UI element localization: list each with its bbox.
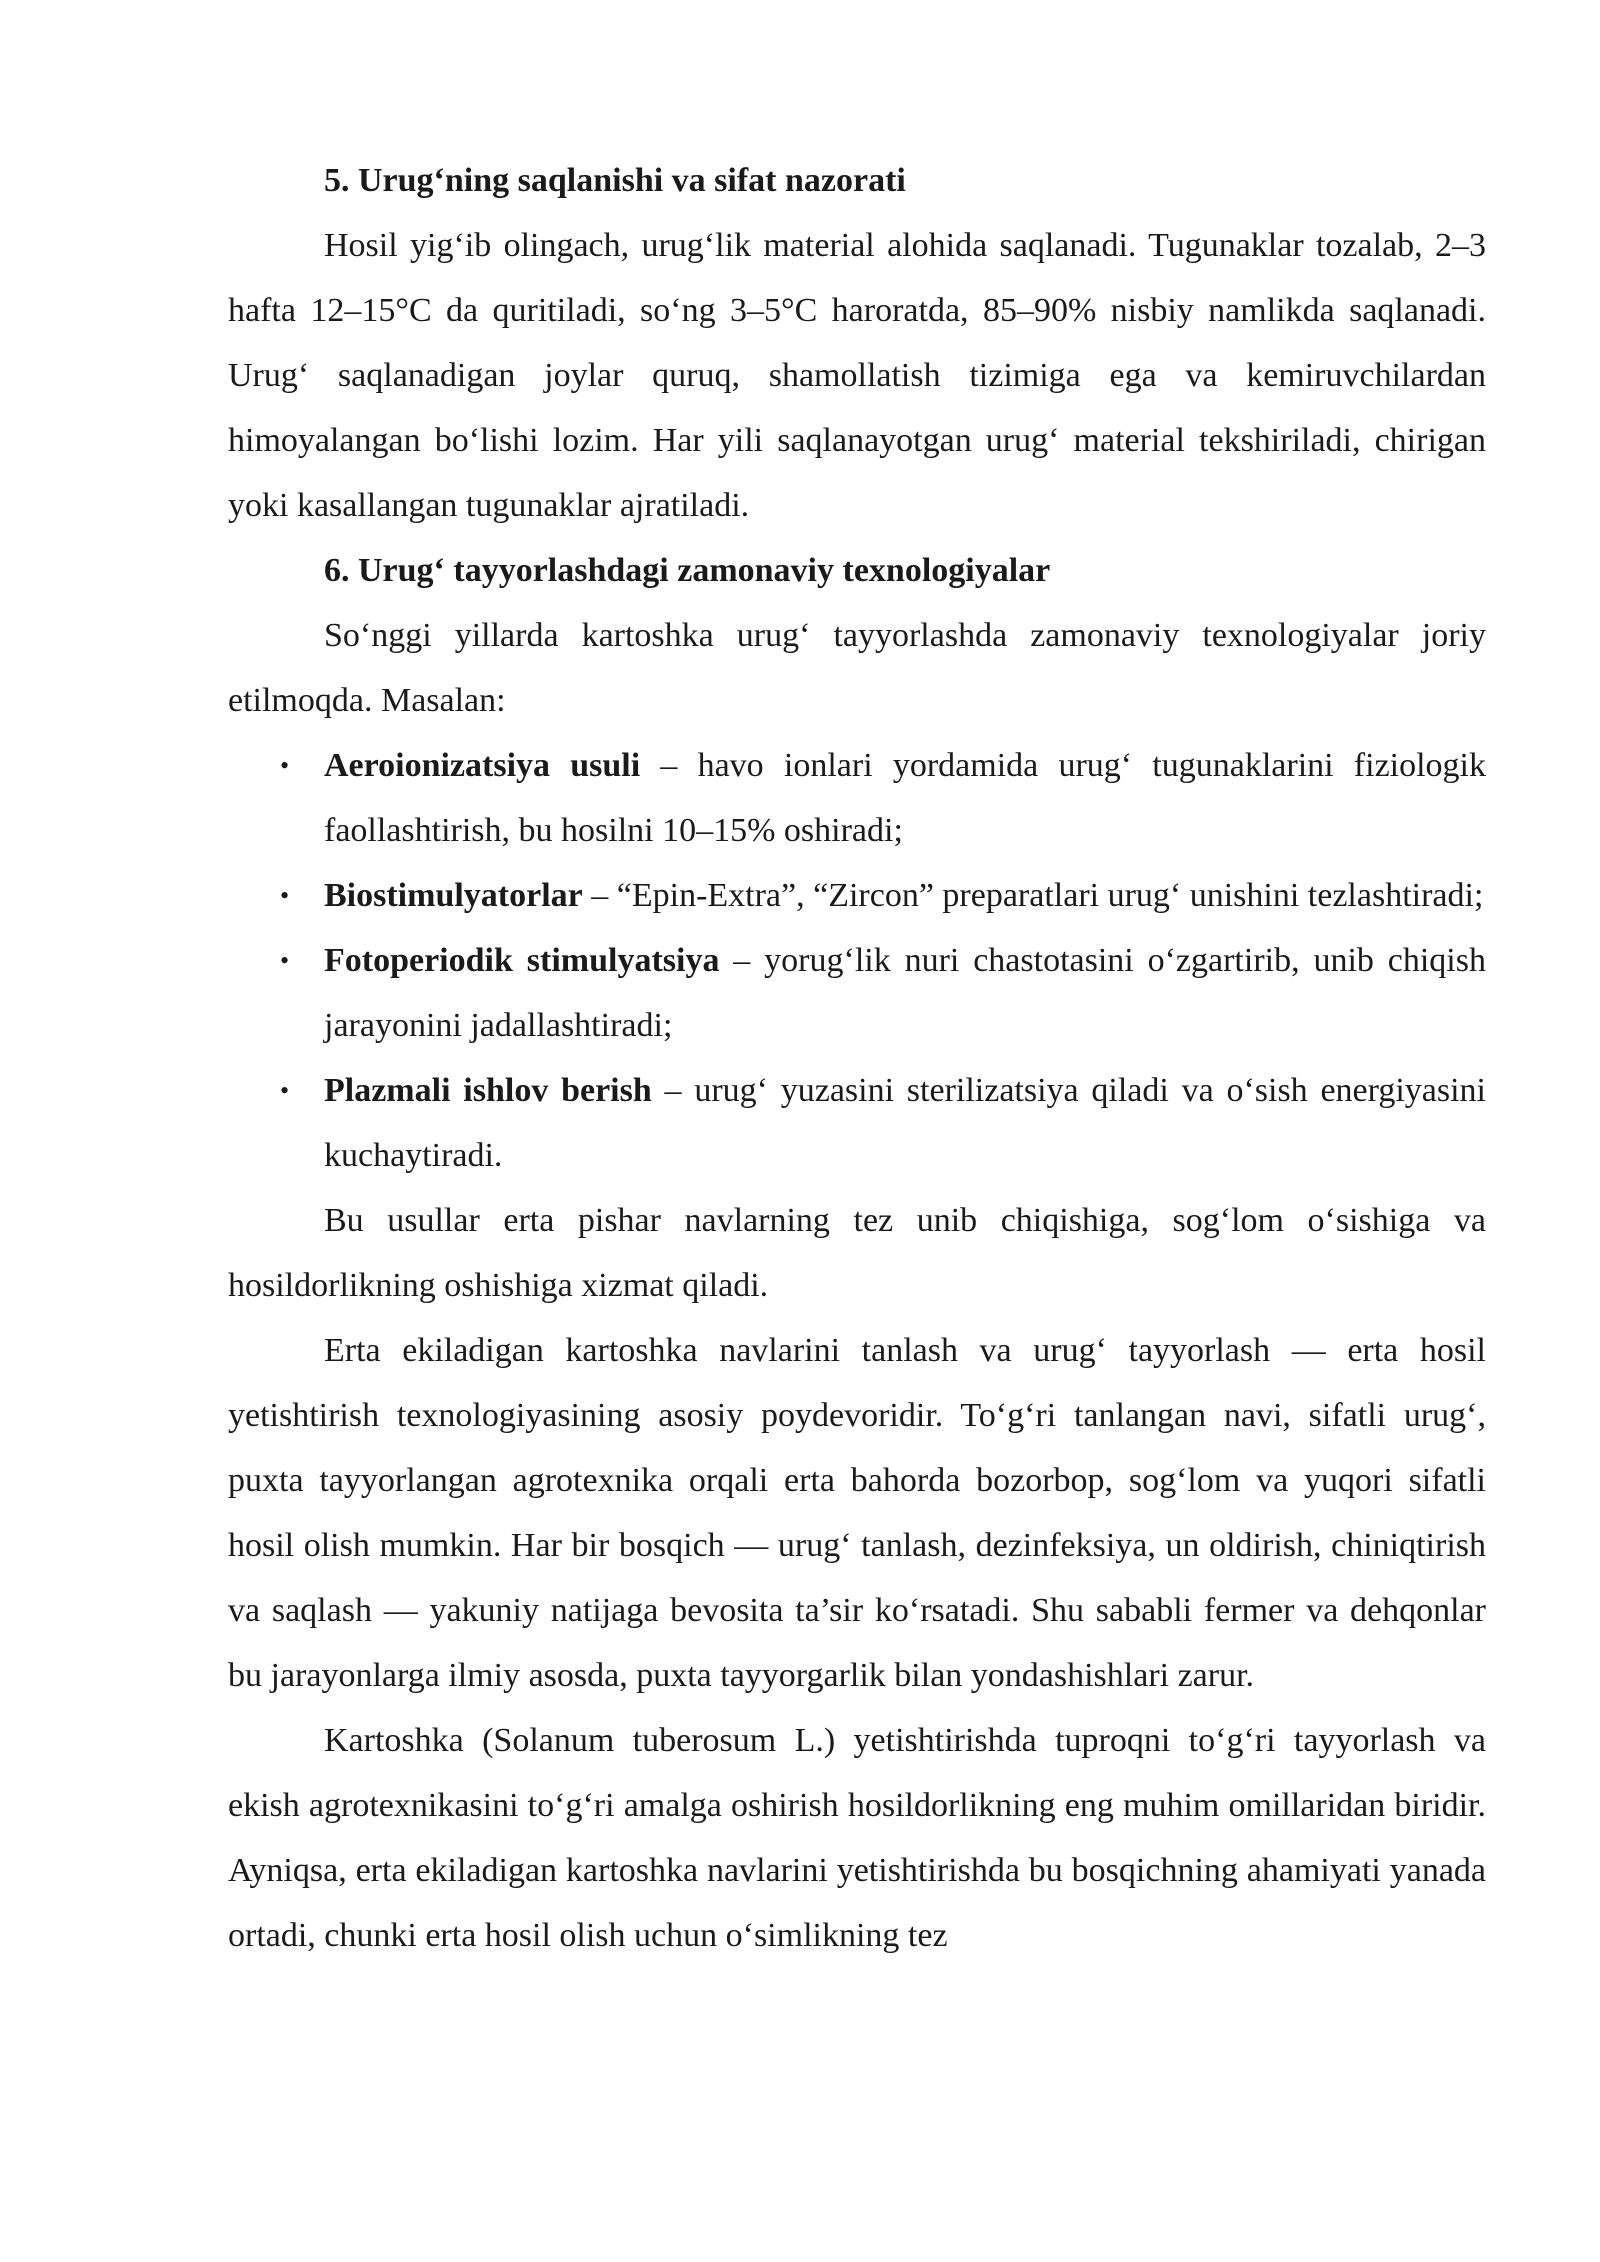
list-item — [228, 928, 1486, 1058]
section-5-heading: 5. Urug‘ning saqlanishi va sifat nazorati — [324, 162, 906, 199]
list-item-term: Biostimulyatorlar — [324, 877, 583, 914]
list-item-term: Fotoperiodik stimulyatsiya — [324, 942, 720, 979]
page-content — [228, 148, 1486, 1968]
bullet-icon: • — [280, 751, 290, 780]
list-item-text: – yorug‘lik nuri chastotasini o‘zgartirib, unib chiqish jarayonini jadallashtiradi; — [324, 942, 1486, 1044]
section-6-heading: 6. Urug‘ tayyorlashdagi zamonaviy texnologiyalar — [324, 552, 1051, 589]
list-item — [228, 733, 1486, 863]
list-item — [228, 1058, 1486, 1188]
bullet-icon: • — [280, 881, 290, 910]
list-item — [228, 863, 1486, 928]
list-item-text: – havo ionlari yordamida urug‘ tugunaklarini fiziologik faollashtirish, bu hosilni 10–15% oshiradi; — [324, 747, 1486, 849]
soil-preparation-paragraph: Kartoshka (Solanum tuberosum L.) yetishtirishda tuproqni to‘g‘ri tayyorlash va ekish agrotexnikasini to‘g‘ri amalga oshirish hosildorlikning eng muhim omillaridan biridir. Ayniqsa, erta ekiladigan kartoshka navlarini yetishtirishda bu bosqichning ahamiyati yanada ortadi, chunki erta hosil olish uchun o‘simlikning tez — [228, 1722, 1486, 1954]
bullet-icon: • — [280, 946, 290, 975]
list-item-text: – “Epin-Extra”, “Zircon” preparatlari urug‘ unishini tezlashtiradi; — [582, 877, 1484, 914]
list-item-term: Plazmali ishlov berish — [324, 1072, 652, 1109]
section-5-paragraph: Hosil yig‘ib olingach, urug‘lik material alohida saqlanadi. Tugunaklar tozalab, 2–3 hafta 12–15°C da quritiladi, so‘ng 3–5°C haroratda, 85–90% nisbiy namlikda saqlanadi. Urug‘ saqlanadigan joylar quruq, shamollatish tizimiga ega va kemiruvchilardan himoyalangan bo‘lishi lozim. Har yili saqlanayotgan urug‘ material tekshiriladi, chirigan yoki kasallangan tugunaklar ajratiladi. — [228, 227, 1486, 524]
bullet-icon: • — [280, 1076, 290, 1105]
list-item-text: – urug‘ yuzasini sterilizatsiya qiladi va o‘sish energiyasini kuchaytiradi. — [324, 1072, 1486, 1174]
conclusion-paragraph: Erta ekiladigan kartoshka navlarini tanlash va urug‘ tayyorlash — erta hosil yetishtirish texnologiyasining asosiy poydevoridir. To‘g‘ri tanlangan navi, sifatli urug‘, puxta tayyorlangan agrotexnika orqali erta bahorda bozorbop, sog‘lom va yuqori sifatli hosil olish mumkin. Har bir bosqich — urug‘ tanlash, dezinfeksiya, un oldirish, chiniqtirish va saqlash — yakuniy natijaga bevosita ta’sir ko‘rsatadi. Shu sababli fermer va dehqonlar bu jarayonlarga ilmiy asosda, puxta tayyorgarlik bilan yondashishlari zarur. — [228, 1332, 1486, 1694]
technology-list — [228, 733, 1486, 1188]
list-item-term: Aeroionizatsiya usuli — [324, 747, 641, 784]
section-6-summary: Bu usullar erta pishar navlarning tez unib chiqishiga, sog‘lom o‘sishiga va hosildorlikning oshishiga xizmat qiladi. — [228, 1202, 1486, 1304]
section-6-intro: So‘nggi yillarda kartoshka urug‘ tayyorlashda zamonaviy texnologiyalar joriy etilmoqda. Masalan: — [228, 617, 1486, 719]
